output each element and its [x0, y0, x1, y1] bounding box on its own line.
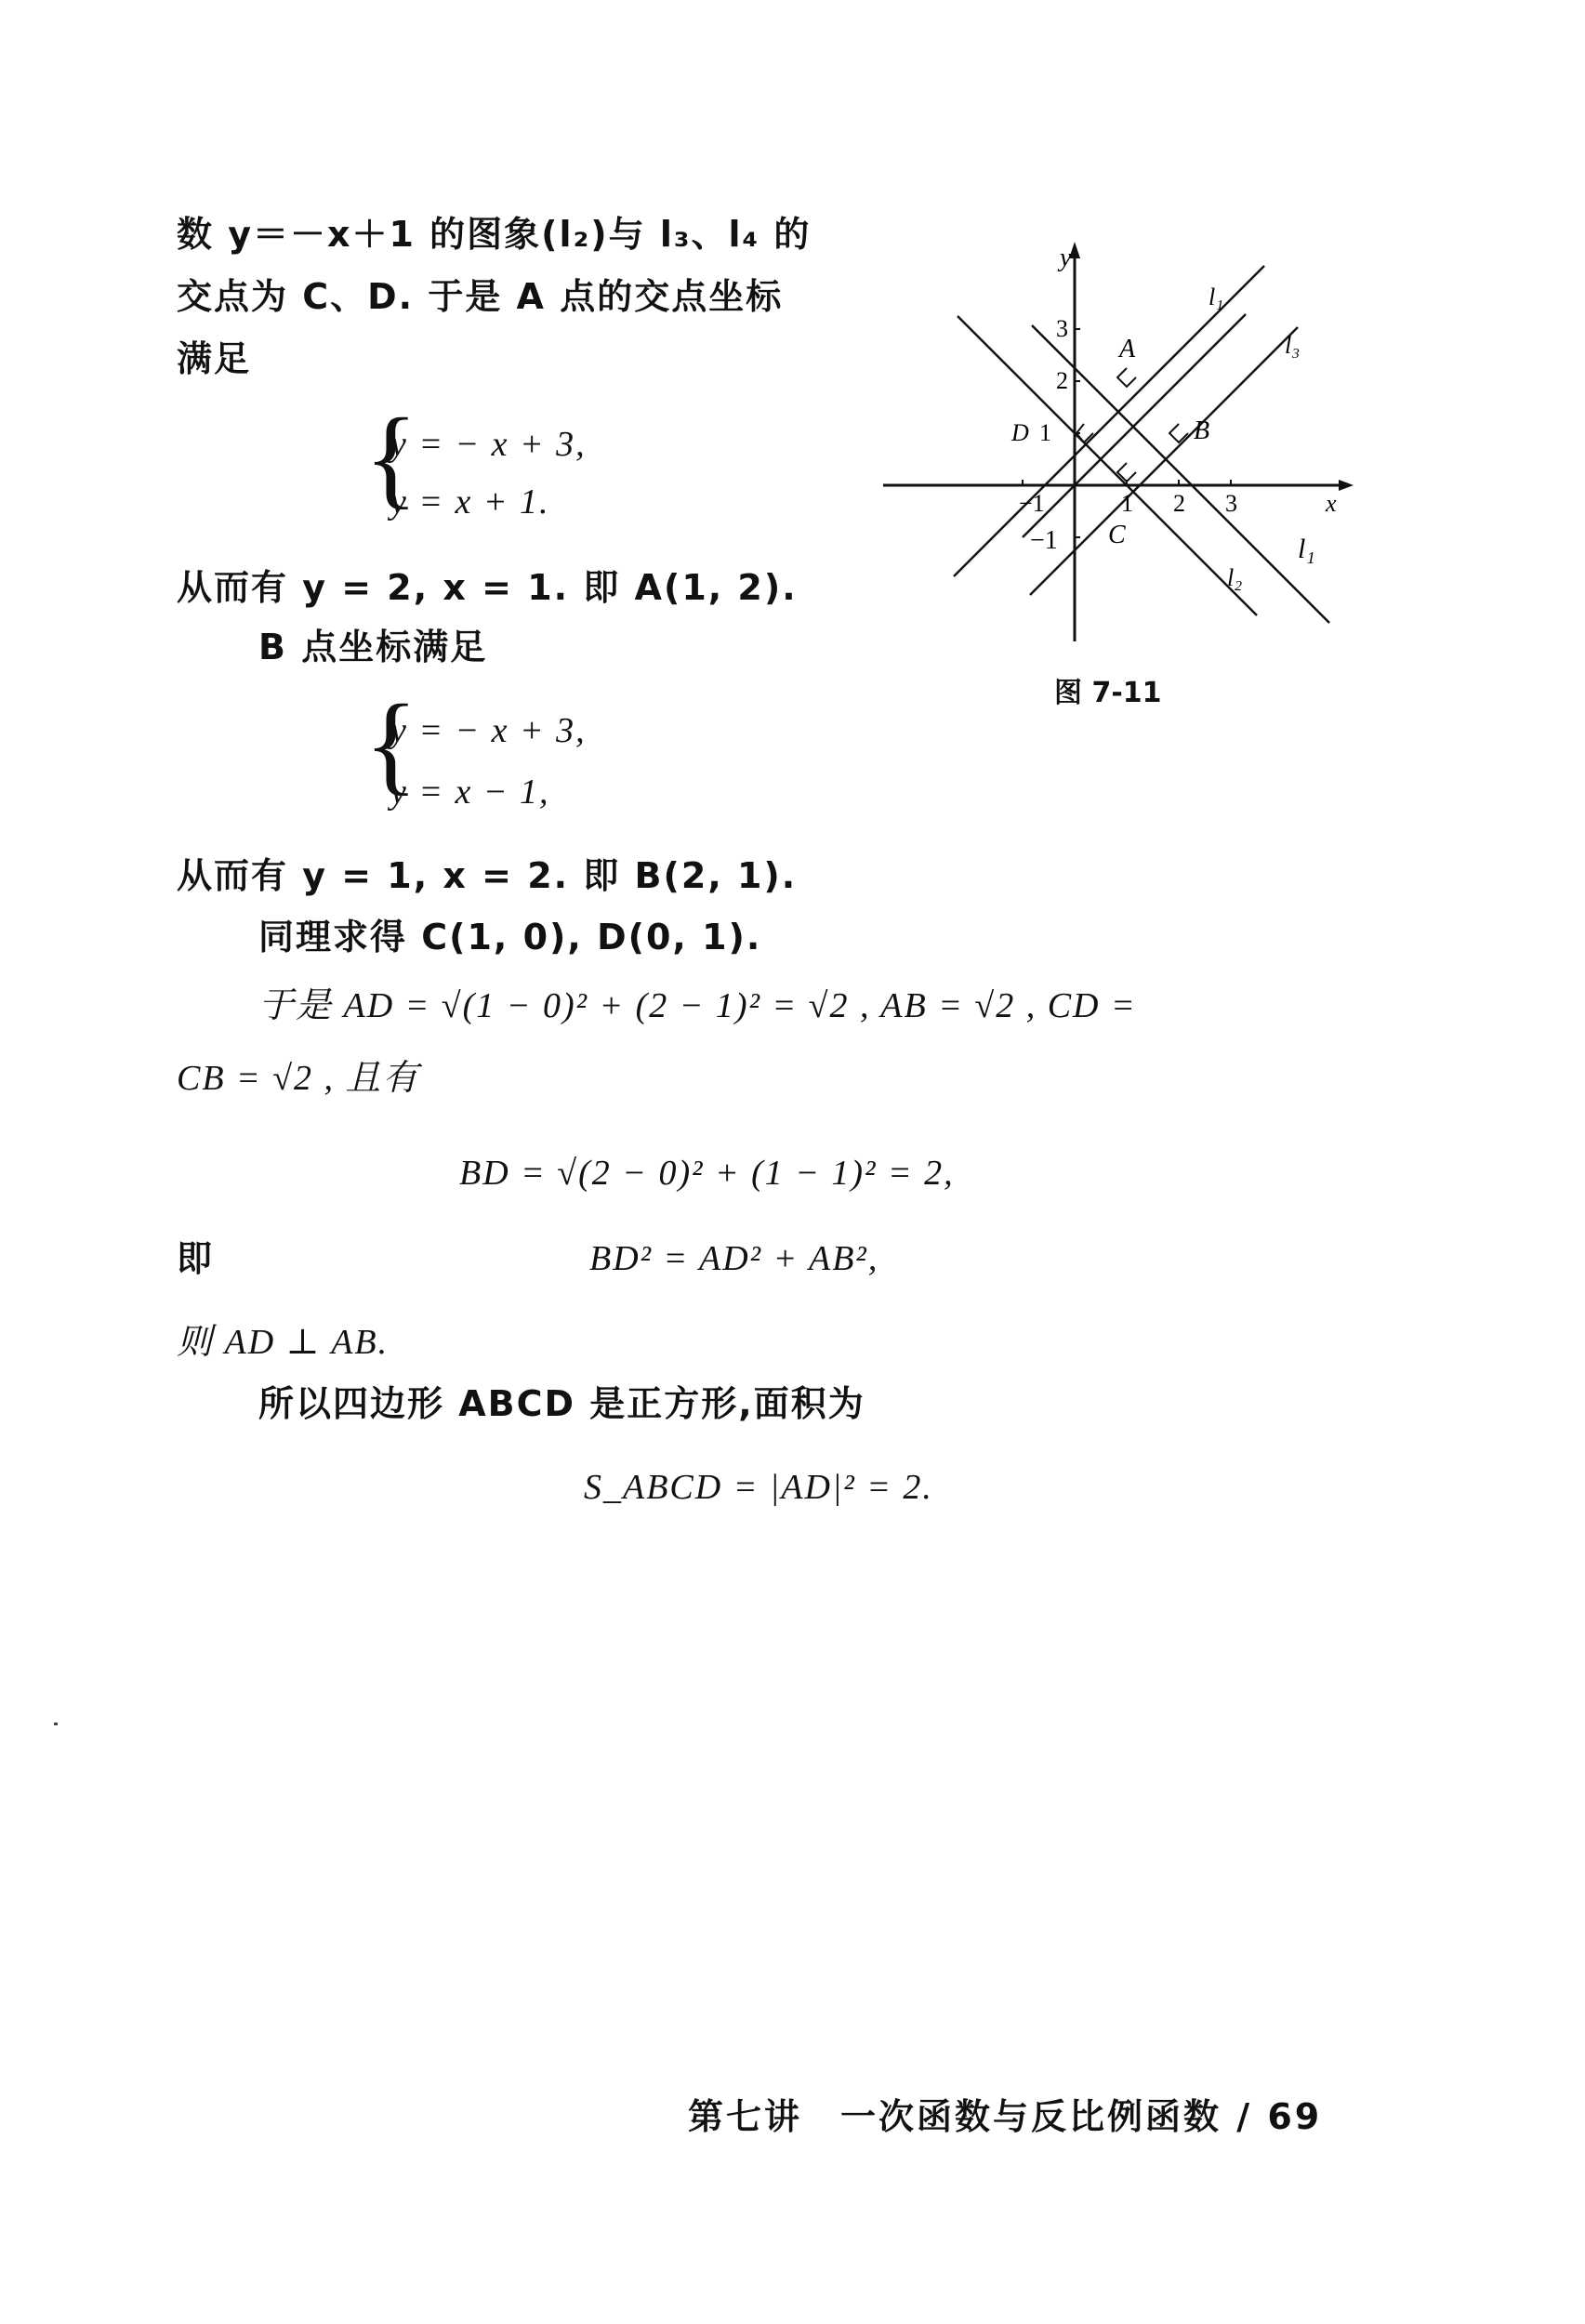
text-line-8: 于是 AD = √(1 − 0)² + (2 − 1)² = √2 , AB = √2 , CD = [258, 986, 1137, 1025]
line-label-l2: l₂ [1227, 564, 1243, 591]
text-line-13: 所以四边形 ABCD 是正方形,面积为 [258, 1383, 865, 1424]
y-tick-label-neg1: −1 [1030, 526, 1058, 555]
text-line-11-label: 即 [177, 1238, 215, 1279]
point-label-d: D [1011, 419, 1029, 446]
line-label-l1-right: l₁ [1298, 534, 1315, 564]
point-label-a: A [1119, 335, 1136, 363]
system1-eq-a: y = − x + 3, [390, 425, 587, 464]
x-tick-label-1: 1 [1121, 490, 1133, 517]
system-brace-2: { [364, 681, 418, 805]
figure-7-11 [874, 232, 1357, 651]
figure-caption: 图 7-11 [1054, 677, 1162, 709]
line-l3b-descending [1032, 325, 1329, 623]
system-brace-1: { [364, 395, 418, 519]
unused-4 [1023, 301, 1311, 589]
system2-eq-b: y = x − 1, [390, 772, 550, 812]
equation-pythagoras: BD² = AD² + AB², [589, 1239, 879, 1278]
x-axis-arrow [1339, 480, 1354, 491]
page-footer: 第七讲 一次函数与反比例函数 / 69 [688, 2096, 1323, 2137]
text-line-3: 满足 [177, 338, 252, 379]
x-axis-label: x [1326, 490, 1337, 517]
x-tick-label-neg1: −1 [1019, 490, 1045, 517]
text-line-6: 从而有 y = 1, x = 2. 即 B(2, 1). [177, 855, 798, 896]
line-label-l1-top: l₁ [1209, 284, 1224, 310]
y-tick-label-2: 2 [1056, 367, 1068, 394]
y-tick-label-1: 1 [1039, 419, 1051, 446]
line-label-l3: l₃ [1285, 332, 1301, 359]
y-tick-label-3: 3 [1056, 315, 1068, 342]
equation-bd: BD = √(2 − 0)² + (1 − 1)² = 2, [459, 1154, 955, 1193]
text-line-7: 同理求得 C(1, 0), D(0, 1). [258, 917, 762, 957]
point-label-b: B [1194, 416, 1210, 445]
text-line-4: 从而有 y = 2, x = 1. 即 A(1, 2). [177, 567, 798, 608]
equation-area: S_ABCD = |AD|² = 2. [584, 1468, 933, 1507]
text-line-5: B 点坐标满足 [258, 627, 488, 667]
system2-eq-a: y = − x + 3, [390, 711, 587, 750]
x-tick-label-2: 2 [1173, 490, 1185, 517]
system1-eq-b: y = x + 1. [390, 482, 550, 522]
text-line-1: 数 y＝－x＋1 的图象(l₂)与 l₃、l₄ 的 [177, 214, 812, 255]
y-axis-label: y [1060, 244, 1072, 272]
scan-speck [54, 1723, 58, 1725]
text-line-12: 则 AD ⊥ AB. [177, 1323, 390, 1362]
text-line-9: CB = √2 , 且有 [177, 1059, 420, 1098]
unused-2 [1013, 363, 1311, 651]
text-line-2: 交点为 C、D. 于是 A 点的交点坐标 [177, 276, 784, 317]
x-tick-label-3: 3 [1225, 490, 1237, 517]
point-label-c: C [1108, 521, 1126, 549]
right-angle-a [1117, 368, 1136, 387]
line-l3-descending [958, 316, 1257, 615]
